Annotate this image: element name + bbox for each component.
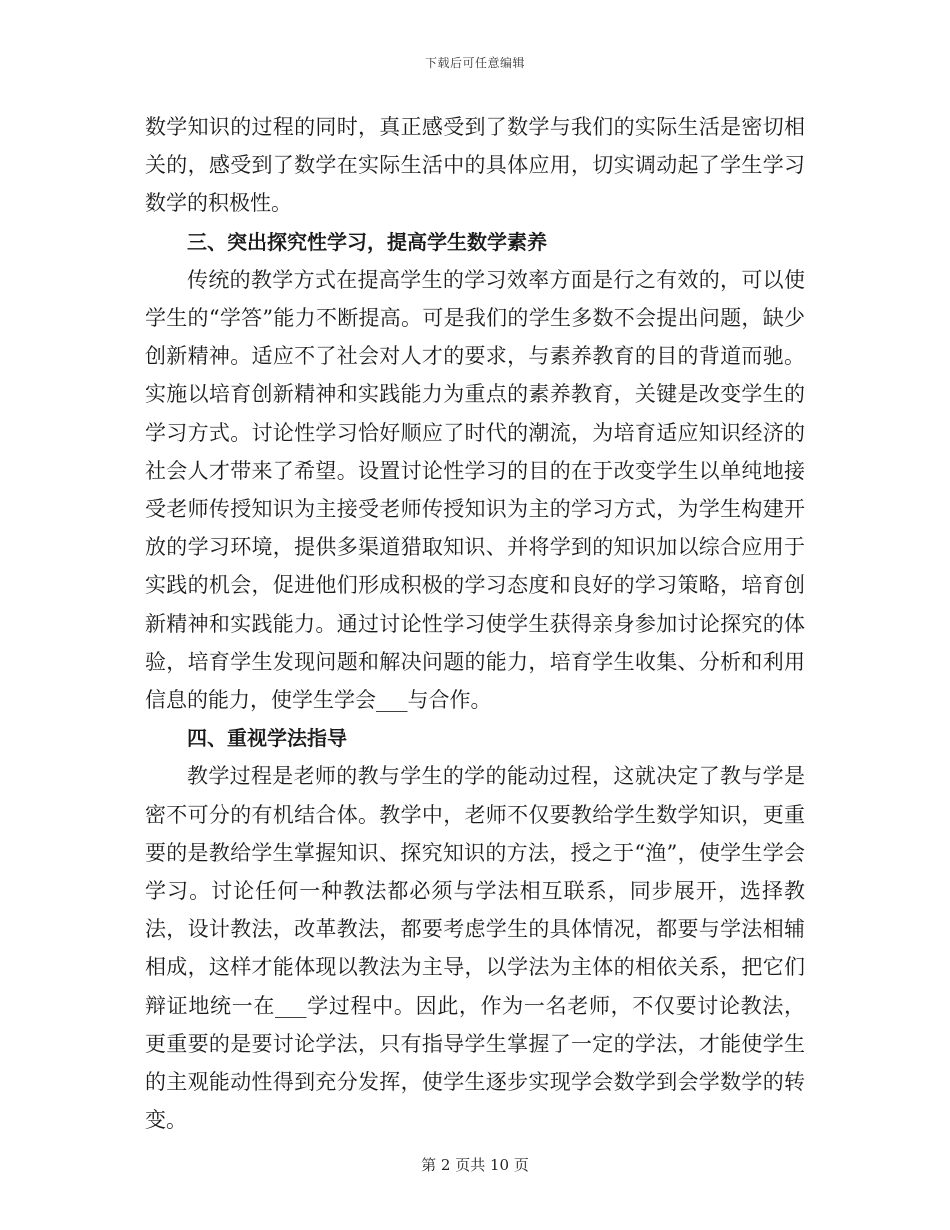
section-heading-4: 四、重视学法指导 xyxy=(187,726,347,751)
section-heading-3: 三、突出探究性学习，提高学生数学素养 xyxy=(187,229,547,254)
paragraph-continued: 数学知识的过程的同时，真正感受到了数学与我们的实际生活是密切相关的，感受到了数学在实际生活中的具体应用，切实调动起了学生学习数学的积极性。 xyxy=(145,115,805,216)
page-number: 第 2 页共 10 页 xyxy=(421,1156,529,1174)
paragraph-section-4: 教学过程是老师的教与学生的学的能动过程，这就决定了教与学是密不可分的有机结合体。教学中，老师不仅要教给学生数学知识，更重要的是教给学生掌握知识、探究知识的方法，授之于“渔”，使学生学会学习。讨论任何一种教法都必须与学法相互联系，同步展开，选择教法，设计教法，改革教法，都要考虑学生的具体情况，都要与学法相辅相成，这样才能体现以教法为主导，以学法为主体的相依关系，把它们辩证地统一在___学过程中。因此，作为一名老师，不仅要讨论教法，更重要的是要讨论学法，只有指导学生掌握了一定的学法，才能使学生的主观能动性得到充分发挥，使学生逐步实现学会数学到会学数学的转变。 xyxy=(145,764,805,1133)
paragraph-section-3: 传统的教学方式在提高学生的学习效率方面是行之有效的，可以使学生的“学答”能力不断提高。可是我们的学生多数不会提出问题，缺少创新精神。适应不了社会对人才的要求，与素养教育的目的背道而驰。实施以培育创新精神和实践能力为重点的素养教育，关键是改变学生的学习方式。讨论性学习恰好顺应了时代的潮流，为培育适应知识经济的社会人才带来了希望。设置讨论性学习的目的在于改变学生以单纯地接受老师传授知识为主接受老师传授知识为主的学习方式，为学生构建开放的学习环境，提供多渠道猎取知识、并将学到的知识加以综合应用于实践的机会，促进他们形成积极的学习态度和良好的学习策略，培育创新精神和实践能力。通过讨论性学习使学生获得亲身参加讨论探究的体验，培育学生发现问题和解决问题的能力，培育学生收集、分析和利用信息的能力，使学生学会___与合作。 xyxy=(145,267,805,713)
document-body xyxy=(145,108,805,1139)
header-note: 下载后可任意编辑 xyxy=(424,56,525,70)
